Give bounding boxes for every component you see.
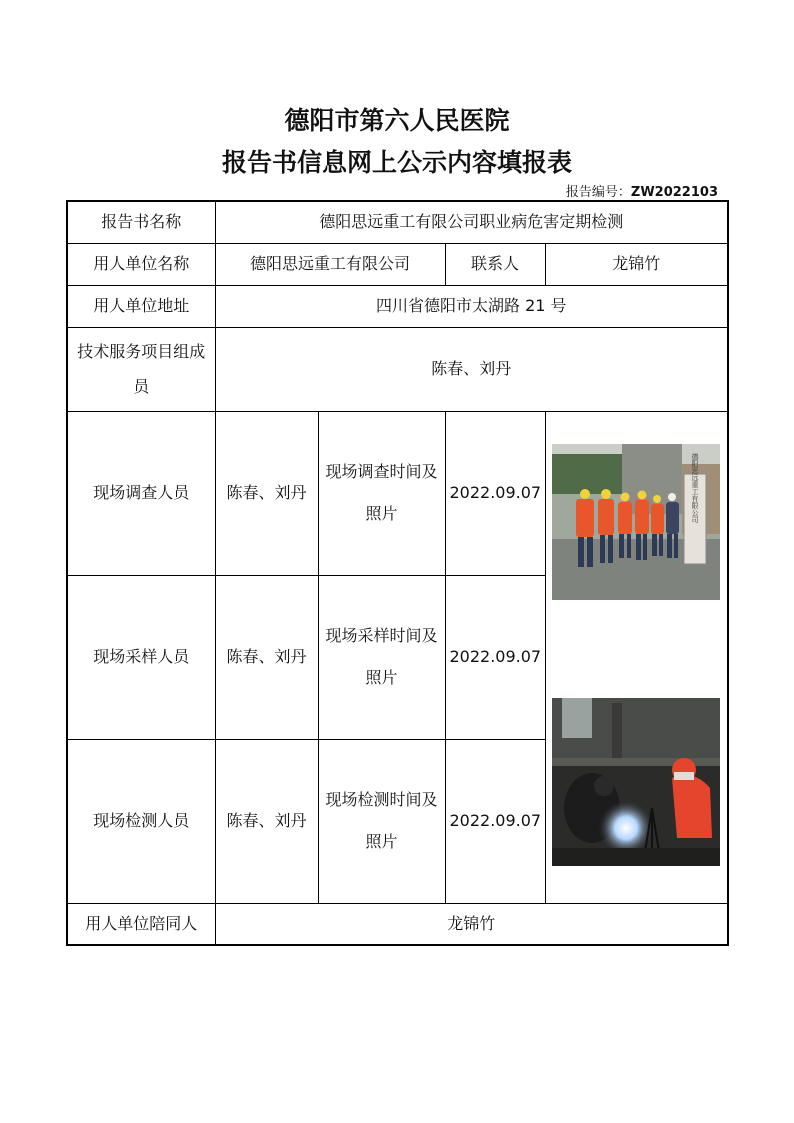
report-name-value: 德阳思远重工有限公司职业病危害定期检测 (215, 201, 728, 243)
sampling-label: 现场采样人员 (67, 575, 215, 739)
report-number (566, 181, 718, 200)
testing-date: 2022.09.07 (445, 739, 545, 903)
escort-label: 用人单位陪同人 (67, 903, 215, 945)
sampling-people: 陈春、刘丹 (215, 575, 318, 739)
table-row (67, 327, 728, 411)
site-survey-photo (552, 444, 720, 600)
contact-label: 联系人 (445, 243, 545, 285)
contact-value: 龙锦竹 (545, 243, 728, 285)
team-value: 陈春、刘丹 (215, 327, 728, 411)
photo-sign-text: 德阳思远重工有限公司 (690, 452, 699, 523)
table-row (67, 903, 728, 945)
hospital-title: 德阳市第六人民医院 (284, 106, 510, 135)
survey-date: 2022.09.07 (445, 411, 545, 575)
survey-people: 陈春、刘丹 (215, 411, 318, 575)
table-row (67, 285, 728, 327)
form-title: 报告书信息网上公示内容填报表 (221, 148, 572, 177)
photo-cell (545, 411, 728, 903)
table-row (67, 243, 728, 285)
sampling-time-label: 现场采样时间及照片 (318, 575, 445, 739)
report-name-label: 报告书名称 (67, 201, 215, 243)
survey-time-label: 现场调查时间及照片 (318, 411, 445, 575)
sampling-date: 2022.09.07 (445, 575, 545, 739)
report-number-label: 报告编号： (565, 185, 631, 200)
disclosure-form-table (66, 200, 729, 946)
testing-time-label: 现场检测时间及照片 (318, 739, 445, 903)
report-number-value: ZW2022103 (630, 185, 718, 200)
table-row (67, 201, 728, 243)
table-row (67, 411, 728, 575)
team-label: 技术服务项目组成员 (67, 327, 215, 411)
address-label: 用人单位地址 (67, 285, 215, 327)
testing-people: 陈春、刘丹 (215, 739, 318, 903)
employer-value: 德阳思远重工有限公司 (215, 243, 445, 285)
address-value: 四川省德阳市太湖路 21 号 (215, 285, 728, 327)
employer-label: 用人单位名称 (67, 243, 215, 285)
survey-label: 现场调查人员 (67, 411, 215, 575)
escort-value: 龙锦竹 (215, 903, 728, 945)
testing-label: 现场检测人员 (67, 739, 215, 903)
site-testing-photo (552, 698, 720, 866)
